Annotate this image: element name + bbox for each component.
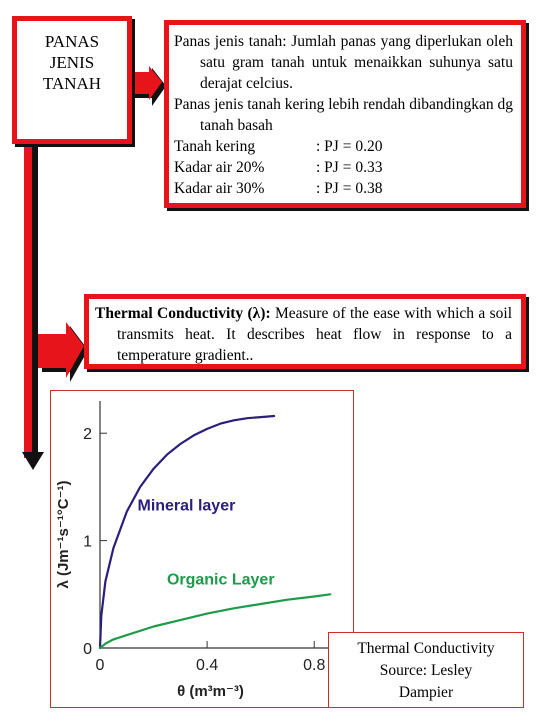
y-tick-label: 2 bbox=[83, 426, 92, 444]
source-line: Dampier bbox=[398, 684, 454, 701]
row-value: : PJ = 0.20 bbox=[316, 138, 383, 155]
specific-heat-row bbox=[174, 178, 513, 199]
specific-heat-row bbox=[174, 136, 513, 157]
specific-heat-row bbox=[174, 157, 513, 178]
chart-frame bbox=[50, 390, 354, 708]
row-value: : PJ = 0.38 bbox=[316, 180, 383, 197]
title-line: PANAS bbox=[44, 32, 100, 51]
source-line: Source: Lesley bbox=[379, 662, 473, 679]
series-line-organic bbox=[100, 594, 330, 648]
x-tick-label: 0.4 bbox=[195, 657, 219, 674]
y-axis-title: λ (Jm⁻¹s⁻¹°C⁻¹) bbox=[55, 480, 72, 589]
series-line-mineral bbox=[100, 416, 274, 648]
x-tick-label: 0 bbox=[95, 657, 105, 674]
thermal-conductivity-chart bbox=[51, 391, 355, 709]
title-line: JENIS bbox=[49, 53, 95, 72]
y-tick-label: 1 bbox=[83, 533, 92, 551]
vertical-connector bbox=[24, 143, 32, 458]
thermal-definition bbox=[95, 303, 512, 366]
thermal-term: Thermal Conductivity (λ): bbox=[95, 305, 271, 322]
title-line: TANAH bbox=[42, 74, 102, 93]
definition-paragraph: Panas jenis tanah: Jumlah panas yang diperlukan oleh satu gram tanah untuk menaikkan suhunya satu derajat celcius. bbox=[174, 33, 513, 92]
definition-paragraph: Panas jenis tanah kering lebih rendah dibandingkan dg tanah basah bbox=[174, 96, 513, 134]
thermal-text: Measure of the ease with which a soil transmits heat. It describes heat flow in response to a temperature gradient.. bbox=[117, 305, 513, 364]
row-value: : PJ = 0.33 bbox=[316, 159, 383, 176]
source-line: Thermal Conductivity bbox=[357, 640, 495, 657]
down-arrow-icon bbox=[22, 452, 44, 470]
row-label: Kadar air 20% bbox=[174, 159, 265, 176]
title-box bbox=[12, 16, 132, 144]
x-tick-label: 0.8 bbox=[303, 657, 326, 674]
row-label: Tanah kering bbox=[174, 138, 256, 155]
row-label: Kadar air 30% bbox=[174, 180, 265, 197]
y-tick-label: 0 bbox=[83, 641, 92, 658]
x-axis-title: θ (m³m⁻³) bbox=[177, 683, 244, 700]
series-label-mineral: Mineral layer bbox=[137, 497, 236, 515]
definition-box bbox=[164, 20, 526, 208]
source-box bbox=[328, 632, 524, 708]
thermal-conductivity-box bbox=[84, 294, 526, 369]
series-label-organic: Organic Layer bbox=[166, 571, 275, 589]
